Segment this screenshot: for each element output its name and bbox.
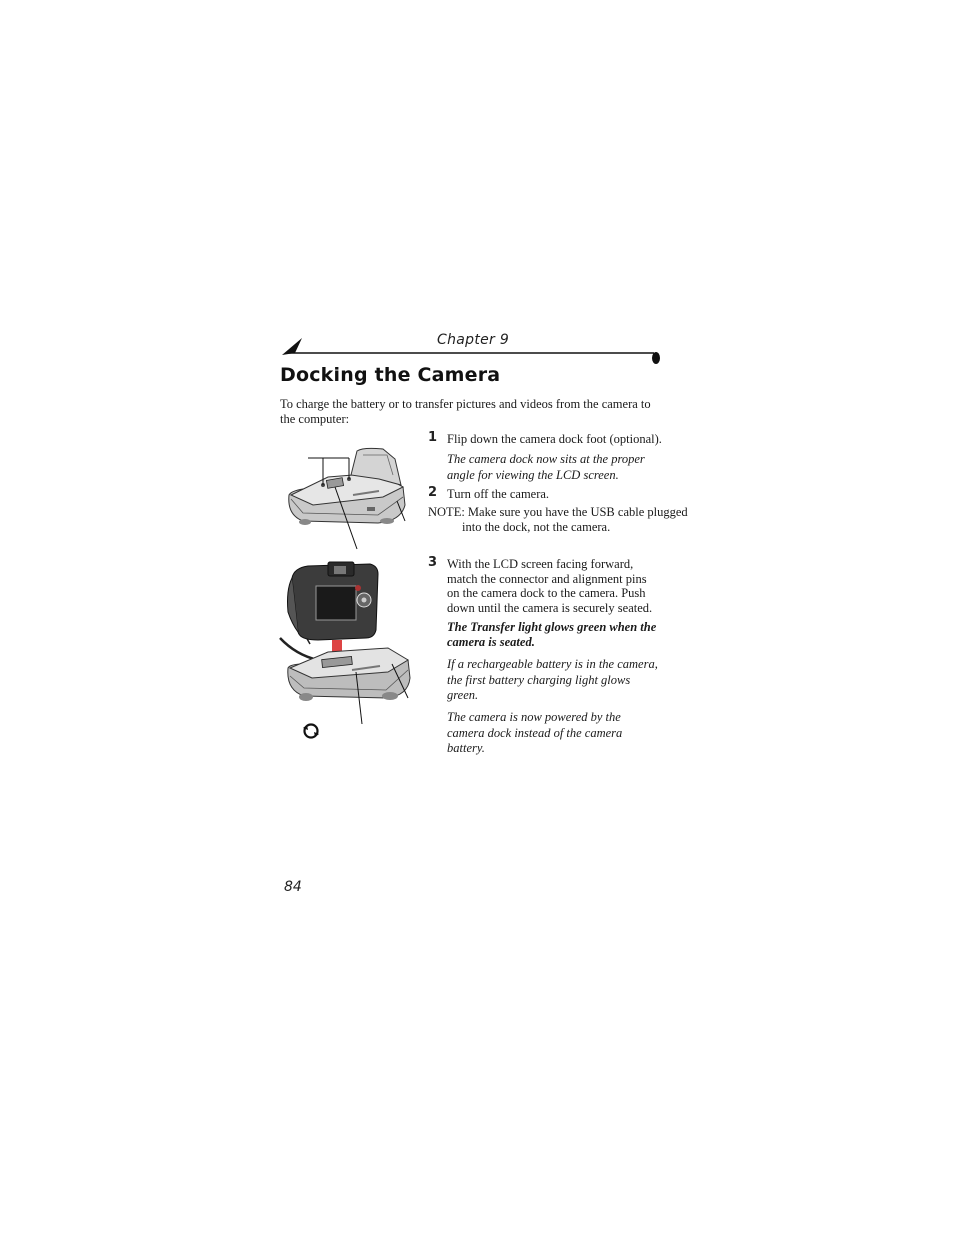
note-text: NOTE: Make sure you have the USB cable plugged into the dock, not the camera. [428,505,688,534]
step-number: 3 [428,555,438,570]
transfer-icon [302,722,320,740]
step-result: The camera dock now sits at the proper angle for viewing the LCD screen. [447,452,645,482]
step-text: Flip down the camera dock foot (optional). [447,432,662,446]
step-number: 2 [428,485,438,500]
page-number: 84 [284,879,302,895]
step-result: If a rechargeable battery is in the camera, the first battery charging light glows green. [447,657,658,702]
step-result: The camera is now powered by the camera dock instead of the camera battery. [447,710,623,755]
chapter-label: Chapter 9 [437,332,510,348]
camera-docking-illustration [278,560,418,742]
step-text: With the LCD screen facing forward, match the connector and alignment pins on the camera dock to the camera. Push down until the camera is securely seated. [447,557,653,615]
step-text: Turn off the camera. [447,487,550,501]
step-result-bold: The Transfer light glows green when the camera is seated. [447,620,657,649]
page-title: Docking the Camera [280,364,501,386]
camera-dock-illustration [283,445,413,550]
step-number: 1 [428,430,438,445]
intro-paragraph: To charge the battery or to transfer pictures and videos from the camera to the computer: [280,397,651,426]
